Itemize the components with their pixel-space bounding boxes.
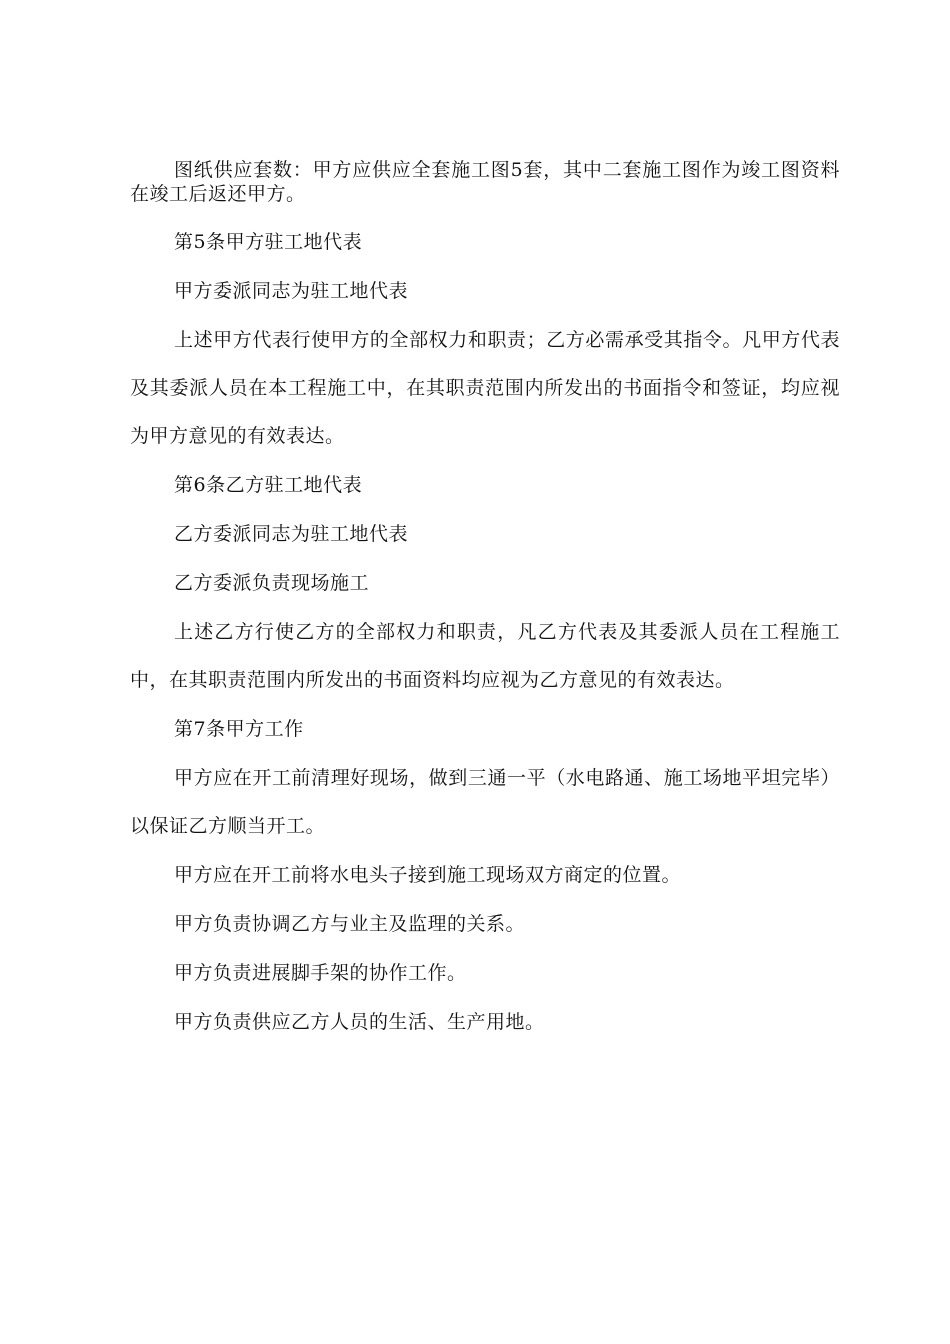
paragraph-party-b-site-manager: 乙方委派负责现场施工: [174, 572, 370, 594]
heading-article-7: 第7条甲方工作: [174, 718, 304, 740]
paragraph-scaffolding: 甲方负责进展脚手架的协作工作。: [174, 962, 467, 984]
paragraph-drawing-copies: 图纸供应套数：甲方应供应全套施工图5套，其中二套施工图作为竣工图资料在竣工后返还甲方。: [130, 159, 840, 205]
paragraph-coordination: 甲方负责协调乙方与业主及监理的关系。: [174, 913, 526, 935]
document-body: [130, 158, 840, 1059]
paragraph-site-preparation: 甲方应在开工前清理好现场，做到三通一平（水电路通、施工场地平坦完毕）以保证乙方顺当开工。: [130, 767, 840, 837]
paragraph-party-a-authority: 上述甲方代表行使甲方的全部权力和职责；乙方必需承受其指令。凡甲方代表及其委派人员在本工程施工中，在其职责范围内所发出的书面指令和签证，均应视为甲方意见的有效表达。: [130, 329, 840, 447]
paragraph-utilities-connection: 甲方应在开工前将水电头子接到施工现场双方商定的位置。: [174, 864, 682, 886]
paragraph-party-b-authority: 上述乙方行使乙方的全部权力和职责，凡乙方代表及其委派人员在工程施工中，在其职责范围内所发出的书面资料均应视为乙方意见的有效表达。: [130, 621, 840, 691]
paragraph-living-land: 甲方负责供应乙方人员的生活、生产用地。: [174, 1011, 545, 1033]
paragraph-party-a-representative: 甲方委派同志为驻工地代表: [174, 280, 409, 302]
heading-article-5: 第5条甲方驻工地代表: [174, 231, 363, 253]
paragraph-party-b-representative: 乙方委派同志为驻工地代表: [174, 523, 409, 545]
heading-article-6: 第6条乙方驻工地代表: [174, 474, 363, 496]
